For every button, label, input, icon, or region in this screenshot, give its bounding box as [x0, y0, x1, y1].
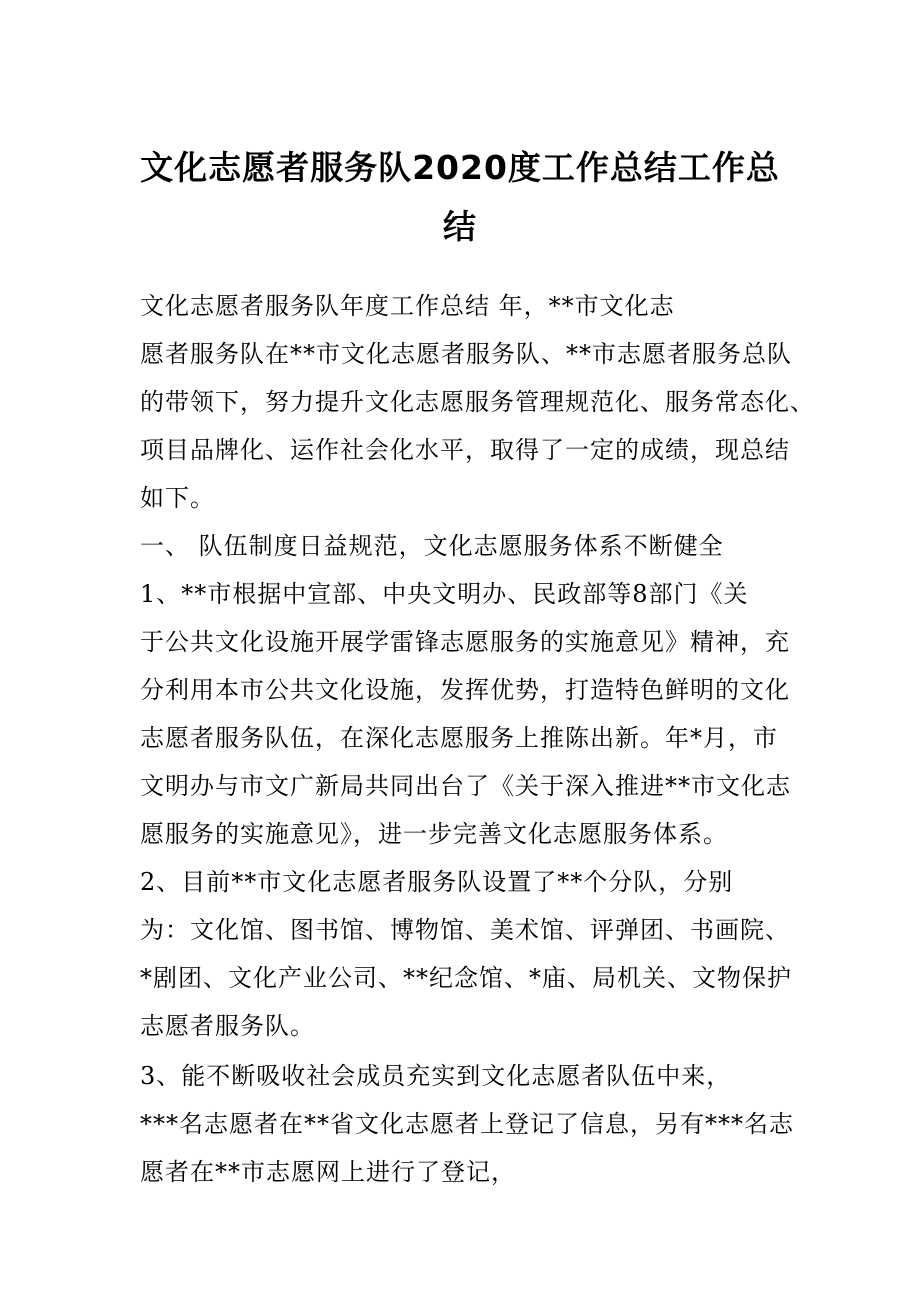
- paragraph-item-2: [140, 858, 790, 1050]
- paragraph-line: 为：文化馆、图书馆、博物馆、美术馆、评弹团、书画院、: [140, 916, 790, 944]
- paragraph-line: 愿者在**市志愿网上进行了登记，: [140, 1158, 516, 1186]
- paragraph-line: 2、目前**市文化志愿者服务队设置了**个分队，分别: [140, 868, 734, 896]
- paragraph-line: 于公共文化设施开展学雷锋志愿服务的实施意见》精神，充: [140, 628, 790, 656]
- document-title-line-1: 文化志愿者服务队2020度工作总结工作总: [140, 148, 780, 187]
- paragraph-line: 项目品牌化、运作社会化水平，取得了一定的成绩，现总结: [140, 436, 790, 464]
- paragraph-line: 志愿者服务队。: [140, 1012, 315, 1040]
- paragraph-line: 文化志愿者服务队年度工作总结 年，**市文化志: [140, 292, 675, 320]
- paragraph-line: 的带领下，努力提升文化志愿服务管理规范化、服务常态化、: [140, 388, 815, 416]
- paragraph-line: 文明办与市文广新局共同出台了《关于深入推进**市文化志: [140, 772, 791, 800]
- paragraph-line: 愿者服务队在**市文化志愿者服务队、**市志愿者服务总队: [140, 340, 792, 368]
- paragraph-line: 1、**市根据中宣部、中央文明办、民政部等8部门《关: [140, 580, 749, 608]
- paragraph-line: 愿服务的实施意见》，进一步完善文化志愿服务体系。: [140, 820, 728, 848]
- paragraph-line: 分利用本市公共文化设施，发挥优势，打造特色鲜明的文化: [140, 676, 790, 704]
- paragraph-line: 志愿者服务队伍，在深化志愿服务上推陈出新。年*月，市: [140, 724, 778, 752]
- section-heading-line: 一、 队伍制度日益规范，文化志愿服务体系不断健全: [140, 532, 724, 560]
- document-title-line-2: 结: [443, 207, 477, 246]
- section-heading-1: [140, 522, 790, 570]
- paragraph-item-3: [140, 1052, 794, 1196]
- paragraph-intro: [140, 282, 815, 522]
- paragraph-item-1: [140, 570, 790, 858]
- paragraph-line: *剧团、文化产业公司、**纪念馆、*庙、局机关、文物保护: [140, 964, 792, 992]
- paragraph-line: 3、能不断吸收社会成员充实到文化志愿者队伍中来，: [140, 1062, 732, 1090]
- paragraph-line: ***名志愿者在**省文化志愿者上登记了信息，另有***名志: [140, 1110, 794, 1138]
- paragraph-line: 如下。: [140, 484, 215, 512]
